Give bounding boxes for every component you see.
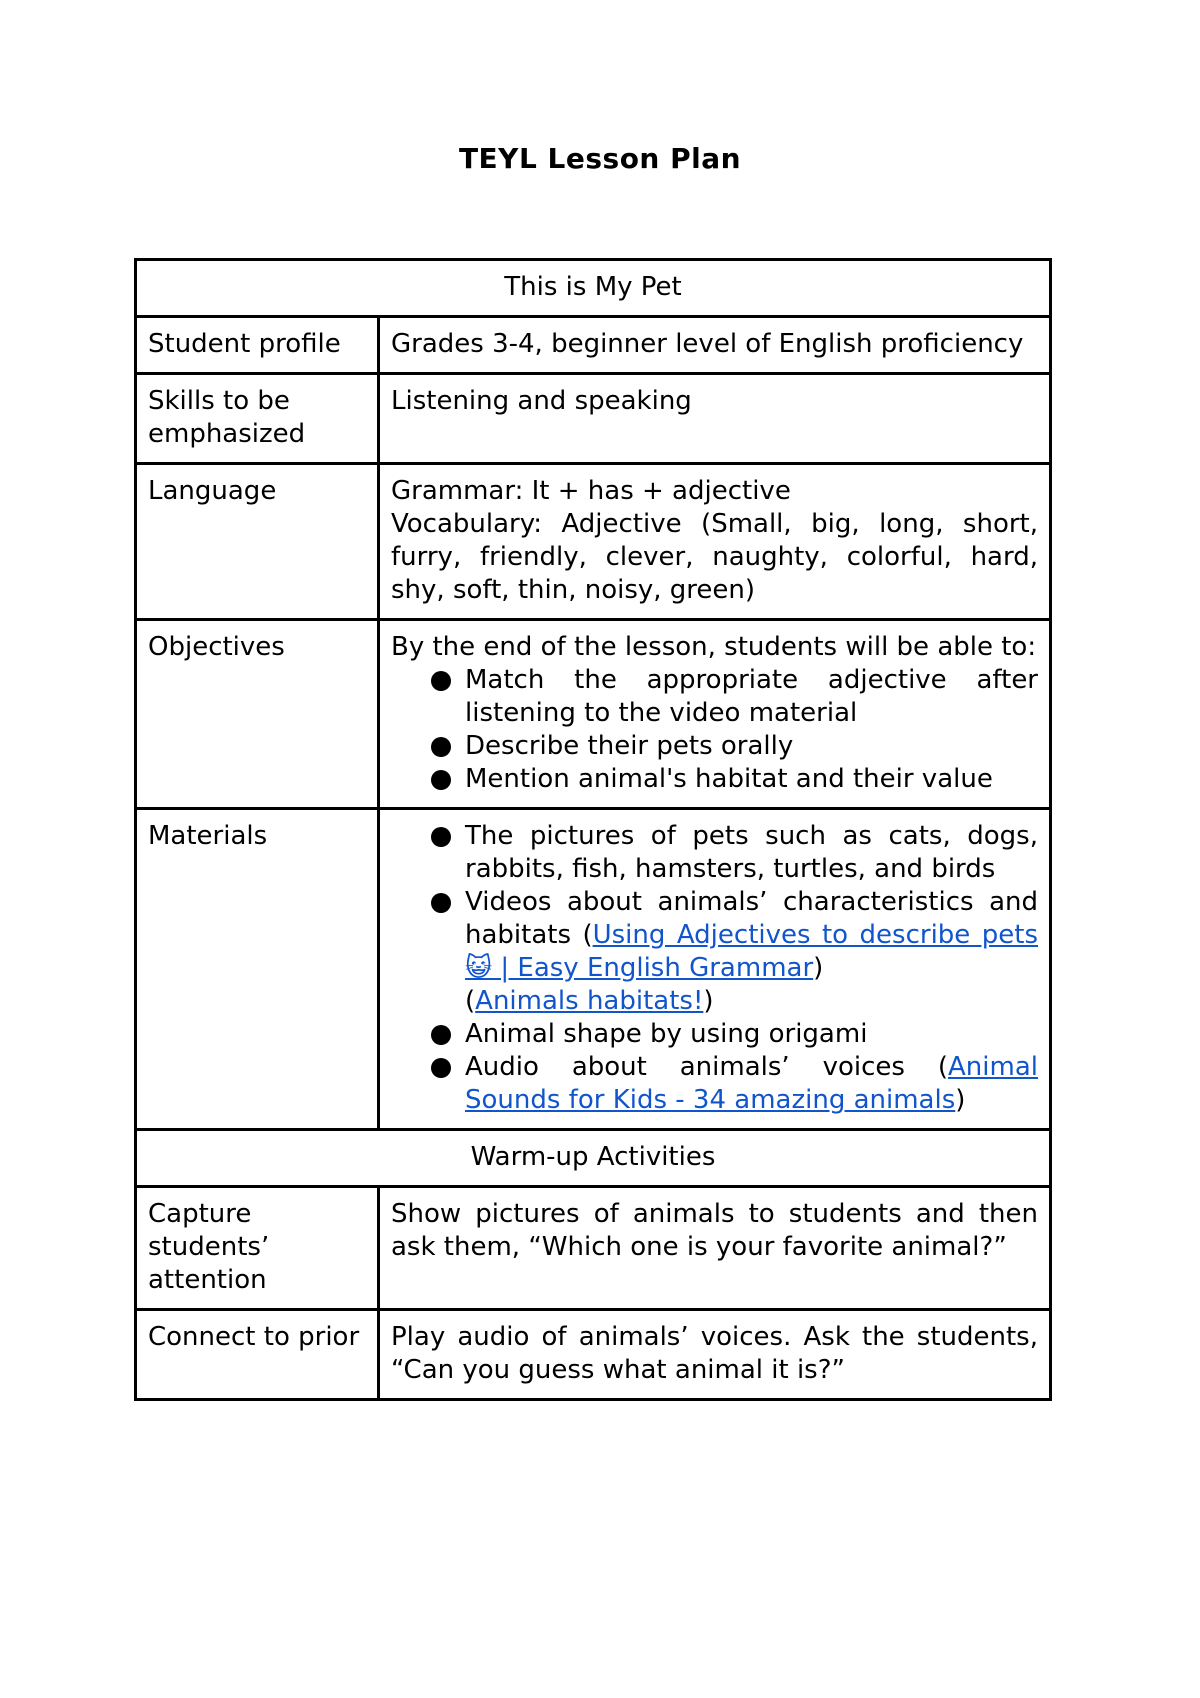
audio-link-animal-sounds[interactable]: Animal Sounds for Kids - 34 amazing animals (465, 1052, 1038, 1115)
list-item: Audio about animals’ voices (Animal Sounds for Kids - 34 amazing animals) (431, 1051, 1038, 1117)
bullet-icon (431, 770, 451, 790)
section-header: Warm-up Activities (136, 1130, 1051, 1187)
bullet-icon (431, 1058, 451, 1078)
objectives-row (136, 620, 1051, 809)
row-value (379, 464, 1051, 620)
row-label: Objectives (136, 620, 379, 809)
connect-prior-row (136, 1310, 1051, 1400)
row-label: Language (136, 464, 379, 620)
row-value: Play audio of animals’ voices. Ask the students, “Can you guess what animal it is?” (379, 1310, 1051, 1400)
video-link-habitats[interactable]: Animals habitats! (475, 986, 704, 1016)
row-label: Skills to be emphasized (136, 374, 379, 464)
objectives-intro: By the end of the lesson, students will be able to: (391, 632, 1037, 662)
warmup-header-row (136, 1130, 1051, 1187)
bullet-icon (431, 827, 451, 847)
lesson-title-row (136, 260, 1051, 317)
row-label: Capture students’ attention (136, 1187, 379, 1310)
materials-list (391, 820, 1038, 1117)
row-label: Student profile (136, 317, 379, 374)
row-label: Materials (136, 809, 379, 1130)
row-label: Connect to prior (136, 1310, 379, 1400)
language-row (136, 464, 1051, 620)
list-item: Animal shape by using origami (431, 1018, 1038, 1051)
bullet-icon (431, 893, 451, 913)
video-link-adjectives[interactable]: Using Adjectives to describe pets 😺 | Easy English Grammar (465, 920, 1038, 983)
list-item: Describe their pets orally (431, 730, 1038, 763)
lesson-title: This is My Pet (136, 260, 1051, 317)
row-value: Show pictures of animals to students and then ask them, “Which one is your favorite animal?” (379, 1187, 1051, 1310)
objectives-list (391, 664, 1038, 796)
list-item: Match the appropriate adjective after listening to the video material (431, 664, 1038, 730)
list-item: Videos about animals’ characteristics and habitats (Using Adjectives to describe pets 😺 | Easy English Grammar) (Animals habitats!) (431, 886, 1038, 1018)
capture-attention-row (136, 1187, 1051, 1310)
row-value: Listening and speaking (379, 374, 1051, 464)
skills-row (136, 374, 1051, 464)
page-title: TEYL Lesson Plan (458, 142, 742, 175)
student-profile-row (136, 317, 1051, 374)
list-item: Mention animal's habitat and their value (431, 763, 1038, 796)
grammar-text: Grammar: It + has + adjective (391, 476, 791, 506)
vocabulary-text: Vocabulary: Adjective (Small, big, long, short, furry, friendly, clever, naughty, colorful, hard, shy, soft, thin, noisy, green) (391, 509, 1038, 605)
lesson-plan-table (134, 258, 1052, 1401)
bullet-icon (431, 671, 451, 691)
row-value (379, 809, 1051, 1130)
list-item: The pictures of pets such as cats, dogs, rabbits, fish, hamsters, turtles, and birds (431, 820, 1038, 886)
row-value: Grades 3-4, beginner level of English proficiency (379, 317, 1051, 374)
row-value (379, 620, 1051, 809)
bullet-icon (431, 1025, 451, 1045)
bullet-icon (431, 737, 451, 757)
materials-row (136, 809, 1051, 1130)
